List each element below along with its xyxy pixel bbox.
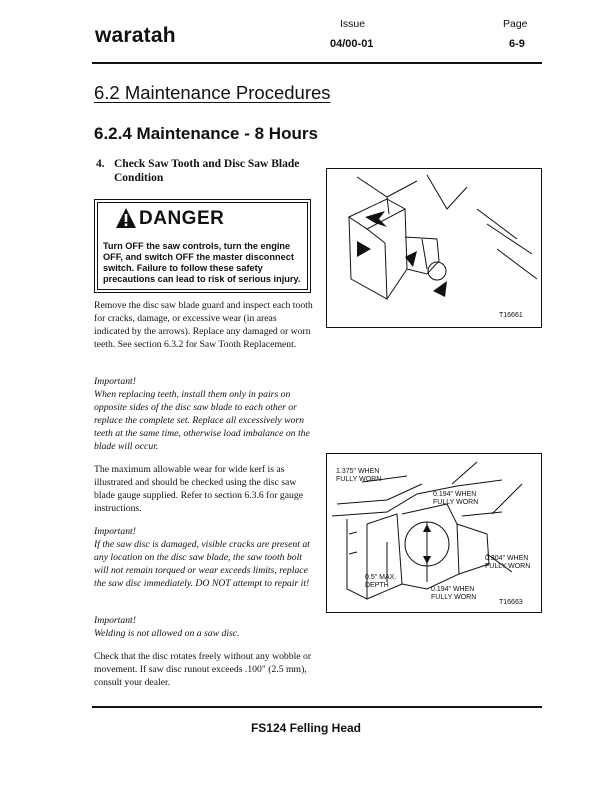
important-text-3: Welding is not allowed on a saw disc. xyxy=(94,628,240,639)
paragraph-runout: Check that the disc rotates freely without any wobble or movement. If saw disc runout exceeds .100" (2.5 mm), consult your dealer. xyxy=(94,651,312,688)
footer-rule xyxy=(92,706,542,708)
issue-label: Issue xyxy=(340,18,366,30)
section-title: 6.2 Maintenance Procedures xyxy=(94,82,331,103)
page-number: 6-9 xyxy=(509,38,525,50)
figure-saw-tooth xyxy=(326,168,542,328)
important-text-1: When replacing teeth, install them only in pairs on opposite sides of the disc saw blade to each other or replace the complete set. Replace all excessively worn teeth at the same time, otherwise load imbalance on the blade will occur. xyxy=(94,389,310,452)
saw-tooth-illustration xyxy=(327,169,541,327)
paragraph-wear: The maximum allowable wear for wide kerf is as illustrated and should be checked using the disc saw blade gauge supplied. Refer to section 6.3.6 for gauge instructions. xyxy=(94,464,304,514)
important-label-3: Important! xyxy=(94,615,136,626)
brand-logo: waratah xyxy=(95,24,176,47)
paragraph-inspect: Remove the disc saw blade guard and inspect each tooth for cracks, damage, or excessive wear (in areas indicated by the arrows). Replace any damaged or worn teeth. See section 6.3.2 for Saw Tooth Replacement. xyxy=(94,300,313,350)
footer-title: FS124 Felling Head xyxy=(250,721,362,735)
warning-triangle-icon xyxy=(115,207,137,229)
danger-box xyxy=(94,199,311,293)
label-0194-worn-top: 0.194" WHEN FULLY WORN xyxy=(433,491,479,506)
label-0194-worn-bottom: 0.194" WHEN FULLY WORN xyxy=(431,586,477,601)
danger-heading: DANGER xyxy=(139,208,225,229)
important-label-1: Important! xyxy=(94,376,136,387)
figure-2-id: T16663 xyxy=(499,599,523,606)
header-rule xyxy=(92,62,542,64)
figure-1-id: T16661 xyxy=(499,312,523,319)
issue-value: 04/00-01 xyxy=(330,38,374,50)
important-text-2: If the saw disc is damaged, visible cracks are present at any location on the disc saw blade, the saw tooth bolt will not remain torqued or wear exceeds limits, replace the saw disc immediately. DO NOT attempt to repair it! xyxy=(94,539,310,589)
label-0304-worn: 0.304" WHEN FULLY WORN xyxy=(485,555,531,570)
label-1375-worn: 1.375" WHEN FULLY WORN xyxy=(336,468,382,483)
step-title: Check Saw Tooth and Disc Saw Blade Condition xyxy=(114,158,300,184)
subsection-title: 6.2.4 Maintenance - 8 Hours xyxy=(94,124,318,143)
important-label-2: Important! xyxy=(94,526,136,537)
label-max-depth: 0.5" MAX. DEPTH xyxy=(365,574,397,589)
danger-text: Turn OFF the saw controls, turn the engine OFF, and switch OFF the master disconnect switch. Failure to follow these safety precautions can lead to risk of serious injury. xyxy=(103,241,301,284)
figure-wear-limits xyxy=(326,453,542,613)
page-label: Page xyxy=(503,18,528,30)
step-number: 4. xyxy=(96,158,105,170)
